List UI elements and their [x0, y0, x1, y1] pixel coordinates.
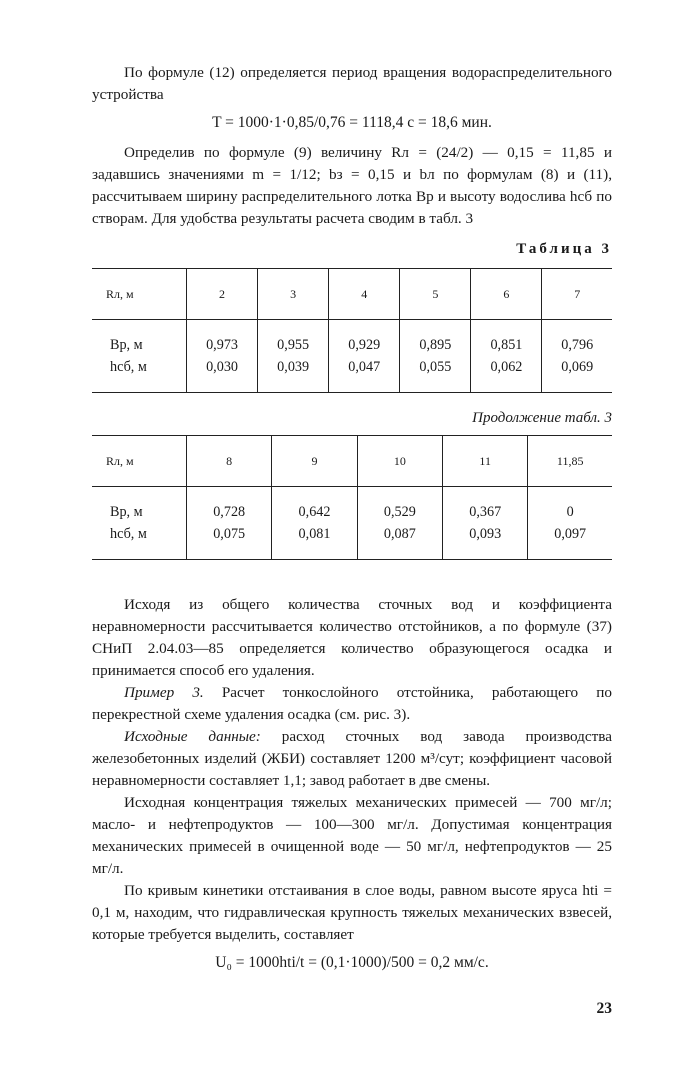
- table-cell: 0,055: [400, 356, 471, 393]
- table-cell: 0,851: [471, 320, 542, 357]
- table-cell: 0,895: [400, 320, 471, 357]
- initial-data-text: расход сточных вод завода производства железобетонных изделий (ЖБИ) составляет 1200 м³/сут; коэффициент часовой неравномерности составляет 1,1; завод работает в две смены.: [92, 728, 612, 789]
- table-header-cell: 11,85: [528, 436, 612, 487]
- formula-hydraulic-size: U₀ = 1000hti/t = (0,1·1000)/500 = 0,2 мм/с.: [215, 954, 489, 971]
- paragraph-kinetics: По кривым кинетики отстаивания в слое воды, равном высоте яруса hti = 0,1 м, находим, что гидравлическая крупность тяжелых механических взвесей, которые требуется выделить, составляет: [92, 882, 612, 943]
- table-cell: 0,039: [258, 356, 329, 393]
- paragraph-rotation-period: По формуле (12) определяется период вращения водораспределительного устройства: [92, 64, 612, 103]
- row-label: hсб, м: [92, 356, 187, 393]
- table-header-cell: 4: [329, 269, 400, 320]
- paragraph-example-3: [92, 682, 612, 726]
- initial-data-label: Исходные данные:: [124, 728, 261, 745]
- example-3-label: Пример 3.: [124, 684, 204, 701]
- table-header-row: [92, 436, 612, 487]
- table-3: [92, 268, 612, 393]
- table-cell: 0,097: [528, 523, 612, 560]
- table-header-cell: 11: [443, 436, 528, 487]
- formula-rotation-period: T = 1000·1·0,85/0,76 = 1118,4 с = 18,6 мин.: [212, 114, 492, 131]
- text-section: [92, 594, 612, 974]
- table-row: [92, 356, 612, 393]
- table-header-row: [92, 269, 612, 320]
- table-header-cell: 5: [400, 269, 471, 320]
- table-3-continuation-caption: Продолжение табл. 3: [472, 410, 612, 426]
- table-cell: 0: [528, 487, 612, 524]
- page-body: [92, 62, 612, 982]
- table-cell: 0,973: [187, 320, 258, 357]
- table-cell: 0,642: [272, 487, 357, 524]
- table-cell: 0,075: [187, 523, 272, 560]
- table-header-cell: 6: [471, 269, 542, 320]
- table-header-label: Rл, м: [92, 436, 187, 487]
- table-3-continuation: [92, 435, 612, 560]
- row-label: hсб, м: [92, 523, 187, 560]
- table-cell: 0,069: [542, 356, 612, 393]
- table-header-cell: 8: [187, 436, 272, 487]
- paragraph-concentration: Исходная концентрация тяжелых механических примесей — 700 мг/л; масло- и нефтепродуктов — 100—300 мг/л. Допустимая концентрация механических примесей в очищенной воде — 50 мг/л, нефтепродуктов — 25 мг/л.: [92, 794, 612, 877]
- table-3-caption: Таблица 3: [516, 241, 612, 257]
- table-cell: 0,093: [443, 523, 528, 560]
- table-cell: 0,081: [272, 523, 357, 560]
- table-header-label: Rл, м: [92, 269, 187, 320]
- table-cell: 0,367: [443, 487, 528, 524]
- table-cell: 0,062: [471, 356, 542, 393]
- row-label: Вр, м: [110, 504, 143, 520]
- paragraph-initial-data: [92, 726, 612, 792]
- table-row: [92, 320, 612, 357]
- table-header-cell: 9: [272, 436, 357, 487]
- row-label: Вр, м: [110, 337, 143, 353]
- table-cell: 0,030: [187, 356, 258, 393]
- table-cell: 0,929: [329, 320, 400, 357]
- table-header-cell: 7: [542, 269, 612, 320]
- table-row: [92, 487, 612, 524]
- table-header-cell: 2: [187, 269, 258, 320]
- table-header-cell: 10: [357, 436, 442, 487]
- table-cell: 0,728: [187, 487, 272, 524]
- paragraph-calculation: Определив по формуле (9) величину Rл = (24/2) — 0,15 = 11,85 и задавшись значениями m = 1/12; bз = 0,15 и bл по формулам (8) и (11), рассчитываем ширину распределительного лотка Вр и высоту водослива hсб по створам. Для удобства результаты расчета сводим в табл. 3: [92, 144, 612, 227]
- page-number: 23: [596, 1000, 612, 1017]
- table-header-cell: 3: [258, 269, 329, 320]
- paragraph-settlers-count: Исходя из общего количества сточных вод и коэффициента неравномерности рассчитывается количество отстойников, а по формуле (37) СНиП 2.04.03—85 определяется количество образующегося осадка и принимается способ его удаления.: [92, 596, 612, 679]
- table-cell: 0,047: [329, 356, 400, 393]
- table-cell: 0,796: [542, 320, 612, 357]
- table-cell: 0,529: [357, 487, 442, 524]
- table-cell: 0,955: [258, 320, 329, 357]
- table-cell: 0,087: [357, 523, 442, 560]
- example-3-text: Расчет тонкослойного отстойника, работающего по перекрестной схеме удаления осадка (см. рис. 3).: [92, 684, 613, 723]
- table-row: [92, 523, 612, 560]
